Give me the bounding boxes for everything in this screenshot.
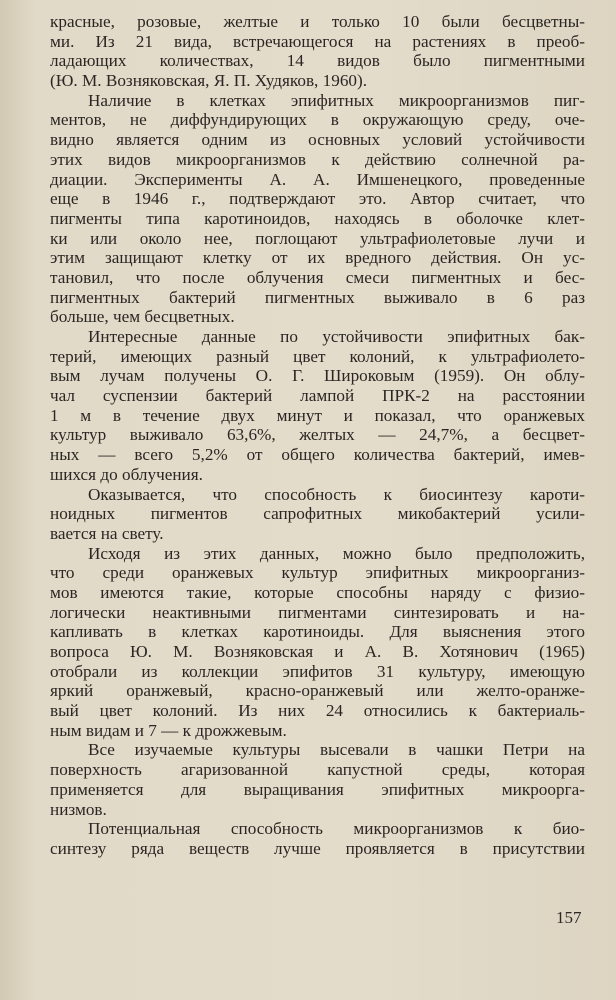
page-number: 157 (556, 908, 582, 927)
text-line: вопроса Ю. М. Возняковская и А. В. Хотянович (1965) (50, 642, 585, 661)
text-line: ноидных пигментов сапрофитных микобактерий усили- (50, 504, 585, 524)
text-line: этих видов микроорганизмов к действию солнечной ра- (50, 149, 585, 169)
paragraph (50, 819, 585, 858)
text-line: тановил, что после облучения смеси пигментных и бес- (50, 267, 585, 287)
text-line: этим защищают клетку от их вредного действия. Он ус- (50, 248, 585, 268)
paragraph (50, 12, 585, 91)
text-line: применяется для выращивания эпифитных микроорга- (50, 779, 585, 799)
text-line: что среди оранжевых культур эпифитных микроорганиз- (50, 563, 585, 583)
text-line: вый цвет колоний. Из них 24 относились к бактериаль- (50, 701, 585, 721)
paragraph (50, 544, 585, 741)
text-line: ментов, не диффундирующих в окружающую среду, оче- (50, 110, 585, 130)
text-line: Исходя из этих данных, можно было предположить, (88, 543, 585, 563)
text-line: видно является одним из основных условий устойчивости (50, 130, 585, 150)
text-line: яркий оранжевый, красно-оранжевый или желто-оранже- (50, 681, 585, 701)
text-line: терий, имеющих разный цвет колоний, к ультрафиолето- (50, 346, 585, 366)
text-line: пигментных бактерий пигментных выживало в 6 раз (50, 287, 585, 307)
text-line: 1 м в течение двух минут и показал, что оранжевых (50, 405, 585, 425)
text-line: низмов. (50, 799, 107, 819)
text-line: больше, чем бесцветных. (50, 307, 235, 327)
text-line: Наличие в клетках эпифитных микроорганизмов пиг- (88, 90, 585, 110)
text-line: Оказывается, что способность к биосинтезу кароти- (88, 484, 585, 504)
text-line: вается на свету. (50, 523, 164, 543)
text-line: красные, розовые, желтые и только 10 были бесцветны- (50, 12, 585, 31)
paragraph (50, 740, 585, 819)
text-line: ки или около нее, поглощают ультрафиолетовые лучи и (50, 228, 585, 248)
text-line: культур выживало 63,6%, желтых — 24,7%, а бесцвет- (50, 425, 585, 445)
text-line: ми. Из 21 вида, встречающегося на растениях в преоб- (50, 31, 585, 51)
text-line: шихся до облучения. (50, 464, 203, 484)
text-line: поверхность агаризованной капустной среды, которая (50, 760, 585, 780)
text-line: диации. Эксперименты А. А. Имшенецкого, проведенные (50, 169, 585, 189)
text-line: пигменты типа каротиноидов, находясь в оболочке клет- (50, 208, 585, 228)
text-line: вым лучам получены О. Г. Широковым (1959). Он облу- (50, 366, 585, 386)
text-line: Интересные данные по устойчивости эпифитных бак- (88, 327, 585, 346)
text-line: мов имеются такие, которые способны наряду с физио- (50, 582, 585, 602)
text-line: чал суспензии бактерий лампой ПРК-2 на расстоянии (50, 386, 585, 406)
text-line: ным видам и 7 — к дрожжевым. (50, 720, 287, 740)
text-line: капливать в клетках каротиноиды. Для выяснения этого (50, 622, 585, 642)
text-line: ладающих количествах, 14 видов было пигментными (50, 51, 585, 71)
body-text (50, 12, 585, 859)
text-line: отобрали из коллекции эпифитов 31 культуру, имеющую (50, 661, 585, 681)
paragraph (50, 91, 585, 327)
paragraph (50, 327, 585, 485)
text-line: ных — всего 5,2% от общего количества бактерий, имев- (50, 445, 585, 465)
text-line: синтезу ряда веществ лучше проявляется в присутствии (50, 838, 585, 858)
text-line: Потенциальная способность микроорганизмов к био- (88, 819, 585, 839)
text-line: Все изучаемые культуры высевали в чашки Петри на (88, 740, 585, 760)
text-line: еще в 1946 г., подтверждают это. Автор считает, что (50, 189, 585, 209)
text-line: логически неактивными пигментами синтезировать и на- (50, 602, 585, 622)
paragraph (50, 485, 585, 544)
text-line: (Ю. М. Возняковская, Я. П. Худяков, 1960). (50, 71, 368, 91)
